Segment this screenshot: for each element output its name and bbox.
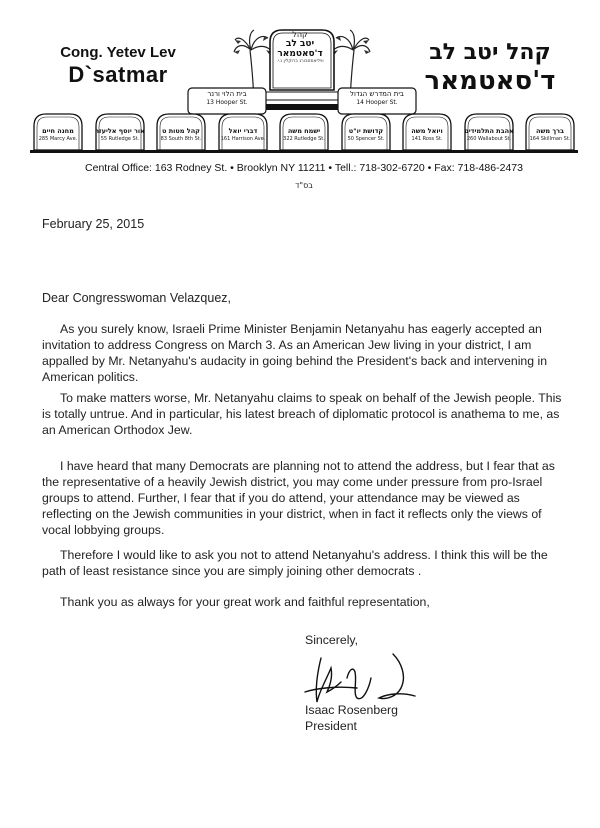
branch-synagogues [30, 110, 578, 154]
english-congregation-name [58, 44, 178, 88]
branch-synagogue [92, 110, 148, 154]
branch-hebrew-name: דברי יואל [228, 127, 258, 135]
branch-hebrew-name: קהל מטות ט [162, 127, 200, 135]
emblem-line2: יטב לב [285, 39, 315, 49]
signer-title: President [305, 719, 357, 733]
branch-hebrew-name: מחנה חיים [42, 127, 74, 135]
branch-synagogue [215, 110, 271, 154]
branch-address: 164 Skillman St. [529, 136, 571, 142]
emblem-line3: ד'סאטמאר [277, 49, 323, 59]
branch-hebrew-name: ישמח משה [287, 127, 321, 135]
closing: Sincerely, [305, 633, 359, 647]
central-office-contact-line: Central Office: 163 Rodney St. • Brooklyn NY 11211 • Tell.: 718-302-6720 • Fax: 718-486-2473 [85, 162, 523, 174]
paragraph-3: I have heard that many Democrats are planning not to attend the address, but I fear that as the representative of a heavily Jewish district, you may come under pressure from pro-Israel groups to attend. Further, I fear that if you do attend, your attendance may be viewed as reflecting on the Jewish communities in your district, when in fact it reflects only the views of vocal lobbying groups. [42, 459, 555, 537]
branch-address: 50 Spencer St. [347, 136, 385, 142]
emblem-small-print: וויליאמסבורג ברוקלין נ.י. [276, 59, 324, 64]
signer-name: Isaac Rosenberg [305, 703, 398, 717]
branch-address: 141 Ross St. [411, 136, 443, 142]
paragraph-1: As you surely know, Israeli Prime Minister Benjamin Netanyahu has eagerly accepted an invitation to address Congress on March 3. As an American Jew living in your district, I am appalled by Mr. Netanyahu's audacity in going behind the President's back and intervening in American politics. [42, 322, 548, 384]
branch-hebrew-name: אור יוסף אליעזר [95, 127, 145, 135]
branch-hebrew-name: קדושת יו"ט [348, 127, 384, 135]
left-plaque-hebrew: בית הלוי ורנר [207, 90, 247, 98]
branch-synagogue [30, 110, 86, 154]
right-plaque-english: 14 Hooper St. [356, 99, 398, 106]
emblem-line1: קהל [292, 30, 308, 39]
handwritten-signature [297, 648, 427, 710]
branch-hebrew-name: ברך משה [536, 127, 564, 135]
hebrew-name-line1: קהל יטב לב [429, 40, 551, 65]
branch-address: 260 Wallabout St. [466, 136, 512, 142]
paragraph-5: Thank you as always for your great work and faithful representation, [60, 595, 430, 609]
branch-address: 55 Rutledge St. [100, 136, 140, 142]
hebrew-name-line2: ד'סאטמאר [424, 66, 556, 96]
branch-address: 285 Marcy Ave. [38, 136, 78, 142]
branch-address: 83 South 8th St. [160, 136, 202, 142]
right-plaque-hebrew: בית המדרש הגדול [350, 90, 404, 98]
english-name-line2: D`satmar [68, 62, 168, 87]
left-plaque-english: 13 Hooper St. [206, 99, 248, 106]
branch-hebrew-name: אהבת התלמידים [464, 127, 514, 135]
emblem-text [267, 30, 333, 65]
branch-synagogue [338, 110, 394, 154]
letter-date: February 25, 2015 [42, 217, 145, 231]
branch-hebrew-name: ויואל משה [411, 127, 443, 135]
paragraph-4: Therefore I would like to ask you not to attend Netanyahu's address. I think this will be the path of least resistance since you are simply joining other democrats . [42, 548, 548, 578]
branch-synagogue [461, 110, 517, 154]
hebrew-congregation-name [420, 40, 560, 96]
branch-address: 161 Harrison Ave. [220, 136, 266, 142]
paragraph-2: To make matters worse, Mr. Netanyahu claims to speak on behalf of the Jewish people. This is totally untrue. And in particular, his latest breach of diplomatic protocol is anathema to me, as an American Orthodox Jew. [42, 391, 562, 437]
bsd-mark: בס"ד [295, 181, 313, 190]
branch-synagogue [153, 110, 209, 154]
branch-address: 322 Rutledge St. [283, 136, 325, 142]
salutation: Dear Congresswoman Velazquez, [42, 291, 231, 305]
branch-synagogue [399, 110, 455, 154]
branch-synagogue [276, 110, 332, 154]
english-name-line1: Cong. Yetev Lev [60, 44, 176, 61]
branch-synagogue [522, 110, 578, 154]
